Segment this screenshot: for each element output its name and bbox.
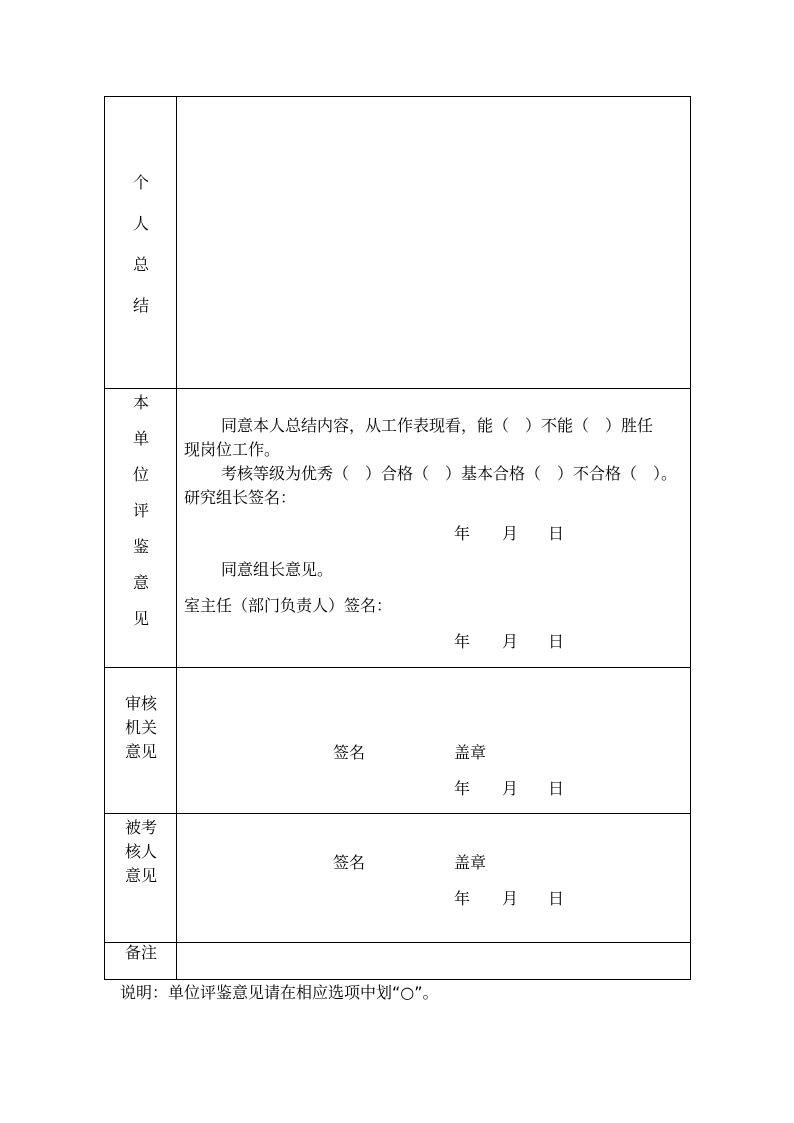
summary-row <box>105 97 690 389</box>
director-sign-label: 室主任（部门负责人）签名： <box>184 596 393 615</box>
summary-label-char: 人 <box>132 214 149 233</box>
remarks-label: 备注 <box>124 943 157 962</box>
evaluation-label-char: 鉴 <box>132 537 149 556</box>
agree-leader-opinion: 同意组长意见。 <box>221 560 334 579</box>
signature-label: 签名 <box>333 853 366 872</box>
seal-label: 盖章 <box>454 853 487 872</box>
evaluation-label-cell <box>105 389 177 667</box>
assessment-form-table <box>104 96 691 980</box>
group-leader-sign-label: 研究组长签名： <box>184 488 297 507</box>
review-content-area[interactable] <box>177 668 690 813</box>
evaluation-label-char: 本 <box>132 393 149 412</box>
summary-label-char: 总 <box>132 255 149 274</box>
date-month: 月 <box>502 889 519 908</box>
evaluation-competence-line-cont: 现岗位工作。 <box>184 440 281 459</box>
review-label-cell <box>105 668 177 813</box>
summary-label-cell <box>105 97 177 388</box>
evaluation-content-area[interactable] <box>177 389 690 667</box>
date-day: 日 <box>548 632 565 651</box>
date-day: 日 <box>548 524 565 543</box>
remarks-content-area[interactable] <box>177 943 690 979</box>
review-label-line: 意见 <box>124 742 157 761</box>
review-row <box>105 668 690 814</box>
date-month: 月 <box>502 632 519 651</box>
evaluation-label-char: 位 <box>132 465 149 484</box>
examinee-row <box>105 814 690 943</box>
examinee-label-line: 核人 <box>124 842 157 861</box>
examinee-content-area[interactable] <box>177 814 690 942</box>
summary-content-area[interactable] <box>177 97 690 388</box>
examinee-label-line: 被考 <box>124 818 157 837</box>
date-year: 年 <box>454 779 471 798</box>
remarks-label-cell <box>105 943 177 979</box>
evaluation-competence-line: 同意本人总结内容，从工作表现看，能（ ）不能（ ）胜任 <box>221 416 654 435</box>
review-label-line: 机关 <box>124 718 157 737</box>
evaluation-grade-line: 考核等级为优秀（ ）合格（ ）基本合格（ ）不合格（ ）。 <box>221 464 678 483</box>
summary-label-char: 个 <box>132 173 149 192</box>
evaluation-row <box>105 389 690 668</box>
date-day: 日 <box>548 889 565 908</box>
evaluation-label-char: 意 <box>132 573 149 592</box>
date-year: 年 <box>454 524 471 543</box>
examinee-label-line: 意见 <box>124 866 157 885</box>
date-year: 年 <box>454 889 471 908</box>
date-year: 年 <box>454 632 471 651</box>
date-month: 月 <box>502 524 519 543</box>
evaluation-label-char: 单 <box>132 429 149 448</box>
summary-label-char: 结 <box>132 296 149 315</box>
review-label-line: 审核 <box>124 694 157 713</box>
remarks-row <box>105 943 690 979</box>
date-month: 月 <box>502 779 519 798</box>
evaluation-label-char: 评 <box>132 501 149 520</box>
examinee-label-cell <box>105 814 177 942</box>
footnote: 说明：单位评鉴意见请在相应选项中划“○”。 <box>120 983 439 1002</box>
signature-label: 签名 <box>333 743 366 762</box>
date-day: 日 <box>548 779 565 798</box>
seal-label: 盖章 <box>454 743 487 762</box>
evaluation-label-char: 见 <box>132 609 149 628</box>
